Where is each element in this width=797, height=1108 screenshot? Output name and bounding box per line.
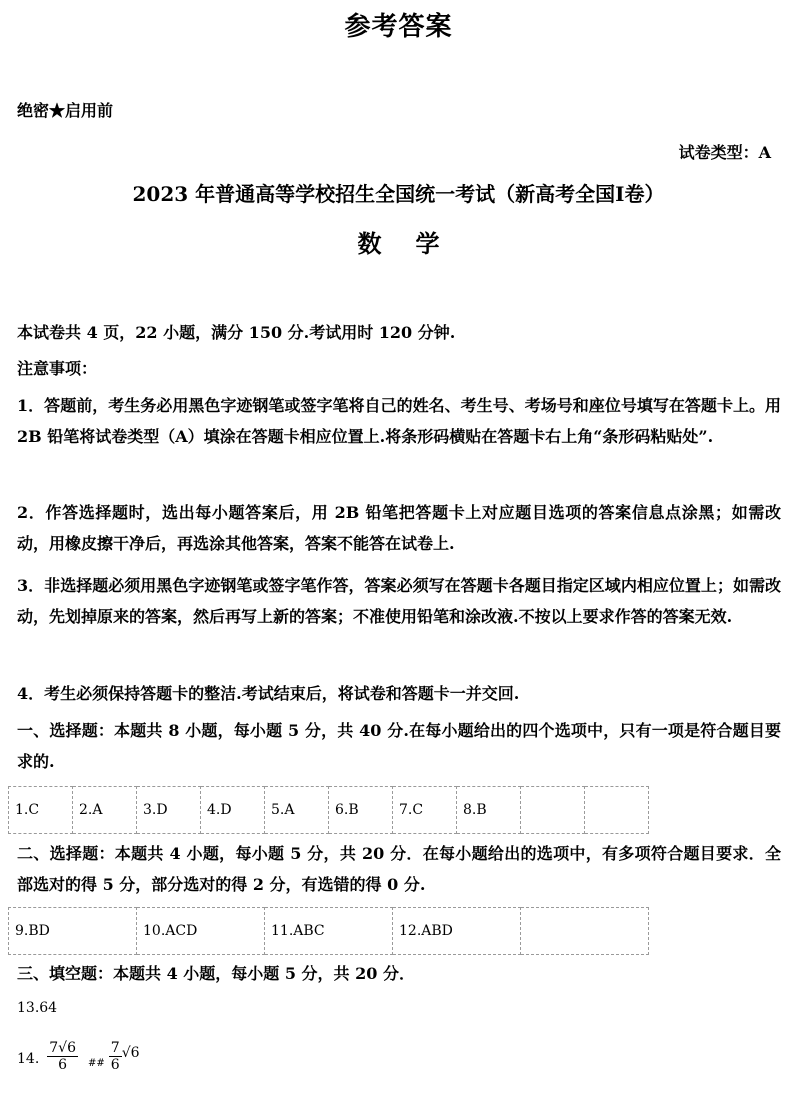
notes-title: 注意事项： <box>17 359 98 378</box>
answer-cell: 7.C <box>393 787 457 834</box>
fraction-numerator: 7 <box>110 1040 120 1056</box>
intro-text: 本试卷共 4 页，22 小题，满分 150 分.考试用时 120 分钟. <box>17 323 456 342</box>
fraction-denominator: 6 <box>58 1057 68 1073</box>
answer-cell <box>521 908 649 955</box>
exam-name: 2023 年普通高等学校招生全国统一考试（新高考全国Ⅰ卷） <box>132 182 665 206</box>
answer-cell: 11.ABC <box>265 908 393 955</box>
answer-cell: 1.C <box>9 787 73 834</box>
fraction-numerator: 7√6 <box>49 1040 77 1056</box>
section1-answer-table <box>8 786 649 834</box>
section2-answer-table <box>8 907 649 955</box>
answer-cell: 3.D <box>137 787 201 834</box>
fraction-denominator: 6 <box>110 1057 120 1073</box>
answer-14-fraction-2 <box>109 1040 122 1073</box>
answer-cell: 4.D <box>201 787 265 834</box>
note-2: 2．作答选择题时，选出每小题答案后，用 2B 铅笔把答题卡上对应题目选项的答案信息点涂黑；如需改动，用橡皮擦干净后，再选涂其他答案，答案不能答在试卷上. <box>17 503 781 553</box>
answer-cell <box>521 787 585 834</box>
answer-cell: 6.B <box>329 787 393 834</box>
answer-cell: 10.ACD <box>137 908 265 955</box>
answer-cell: 8.B <box>457 787 521 834</box>
answer-cell: 2.A <box>73 787 137 834</box>
table-row <box>9 787 649 834</box>
section1-heading: 一、选择题：本题共 8 小题，每小题 5 分，共 40 分.在每小题给出的四个选项中，只有一项是符合题目要求的. <box>17 721 781 771</box>
note-4: 4．考生必须保持答题卡的整洁.考试结束后，将试卷和答题卡一并交回. <box>17 684 520 703</box>
answer-14-label: 14. <box>17 1051 40 1067</box>
secret-label: 绝密★启用前 <box>17 101 114 120</box>
answer-cell: 12.ABD <box>393 908 521 955</box>
page-title: 参考答案 <box>344 12 453 42</box>
section2-heading: 二、选择题：本题共 4 小题，每小题 5 分，共 20 分．在每小题给出的选项中，有多项符合题目要求．全部选对的得 5 分，部分选对的得 2 分，有选错的得 0 分. <box>17 844 781 894</box>
answer-14-separator: ## <box>88 1058 105 1069</box>
answer-14 <box>17 1040 140 1073</box>
table-row <box>9 908 649 955</box>
answer-cell: 5.A <box>265 787 329 834</box>
note-1: 1．答题前，考生务必用黑色字迹钢笔或签字笔将自己的姓名、考生号、考场号和座位号填写在答题卡上。用 2B 铅笔将试卷类型（A）填涂在答题卡相应位置上.将条形码横贴在答题卡右上角“条形码粘贴处”. <box>17 396 781 446</box>
answer-13: 13.64 <box>17 1000 58 1016</box>
note-3: 3．非选择题必须用黑色字迹钢笔或签字笔作答，答案必须写在答题卡各题目指定区域内相应位置上；如需改动，先划掉原来的答案，然后再写上新的答案；不准使用铅笔和涂改液.不按以上要求作答的答案无效. <box>17 576 781 626</box>
answer-14-fraction-1 <box>47 1040 78 1073</box>
answer-14-sqrt: √6 <box>121 1045 140 1061</box>
answer-cell <box>585 787 649 834</box>
answer-cell: 9.BD <box>9 908 137 955</box>
section3-heading: 三、填空题：本题共 4 小题，每小题 5 分，共 20 分． <box>17 964 415 983</box>
subject-title: 数学 <box>357 229 474 258</box>
paper-type: 试卷类型：A <box>678 143 771 162</box>
